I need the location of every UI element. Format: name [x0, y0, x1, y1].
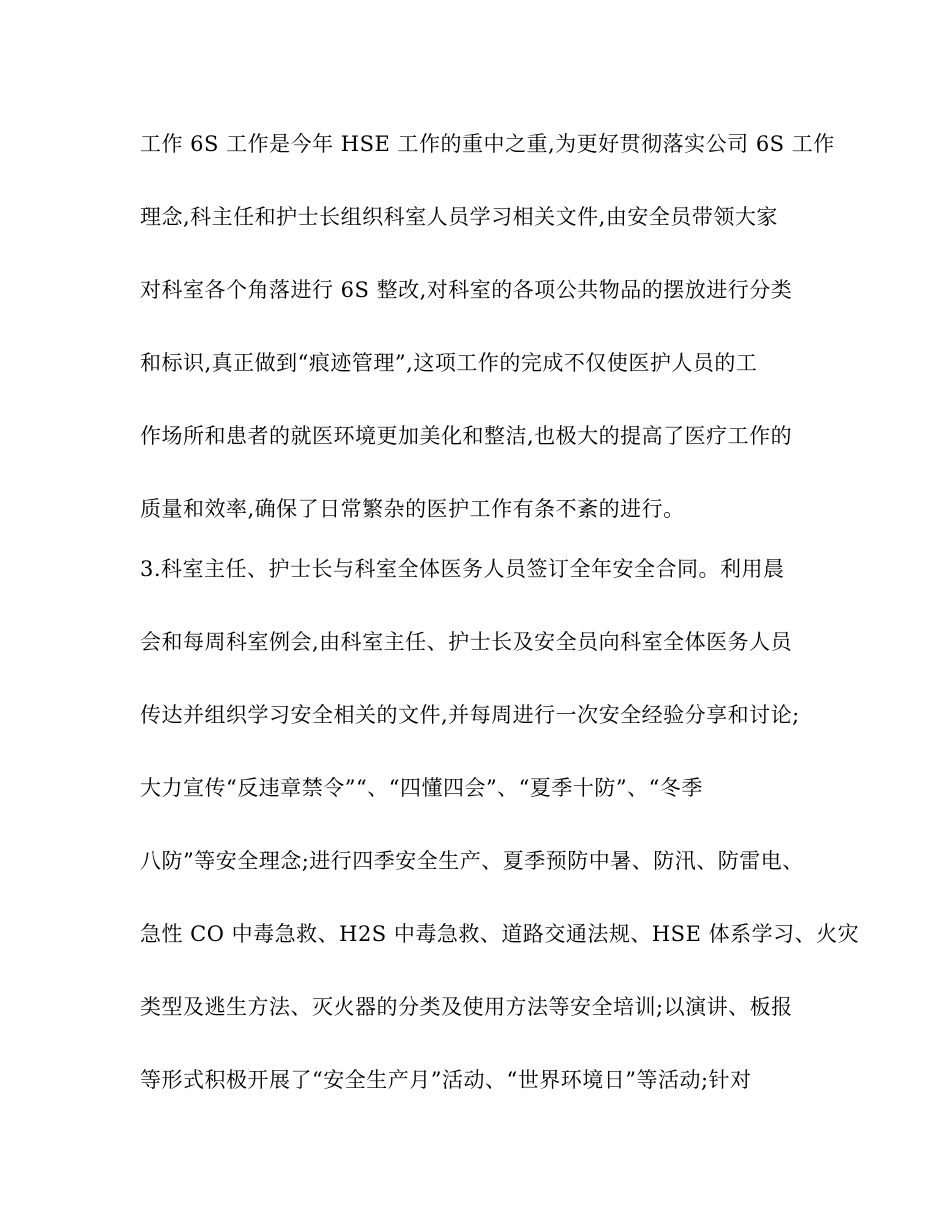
- text-line: 对科室各个角落进行 6S 整改,对科室的各项公共物品的摆放进行分类: [140, 278, 793, 302]
- text-line: 急性 CO 中毒急救、H2S 中毒急救、道路交通法规、HSE 体系学习、火灾: [140, 922, 860, 946]
- text-line: 八防”等安全理念;进行四季安全生产、夏季预防中暑、防汛、防雷电、: [140, 849, 804, 873]
- text-line: 理念,科主任和护士长组织科室人员学习相关文件,由安全员带领大家: [140, 205, 778, 229]
- text-line: 传达并组织学习安全相关的文件,并每周进行一次安全经验分享和讨论;: [140, 703, 800, 727]
- text-line: 质量和效率,确保了日常繁杂的医护工作有条不紊的进行。: [140, 497, 685, 521]
- text-line: 工作 6S 工作是今年 HSE 工作的重中之重,为更好贯彻落实公司 6S 工作: [140, 132, 835, 156]
- text-line: 会和每周科室例会,由科室主任、护士长及安全员向科室全体医务人员: [140, 630, 793, 654]
- text-line: 类型及逃生方法、灭火器的分类及使用方法等安全培训;以演讲、板报: [140, 995, 793, 1019]
- text-line: 和标识,真正做到“痕迹管理”,这项工作的完成不仅使医护人员的工: [140, 351, 758, 375]
- text-line: 大力宣传“反违章禁令”“、“四懂四会”、“夏季十防”、“冬季: [140, 776, 703, 800]
- text-line: 作场所和患者的就医环境更加美化和整洁,也极大的提高了医疗工作的: [140, 424, 793, 448]
- text-line: 等形式积极开展了“安全生产月”活动、“世界环境日”等活动;针对: [140, 1068, 752, 1092]
- text-line: 3.科室主任、护士长与科室全体医务人员签订全年安全合同。利用晨: [140, 557, 785, 581]
